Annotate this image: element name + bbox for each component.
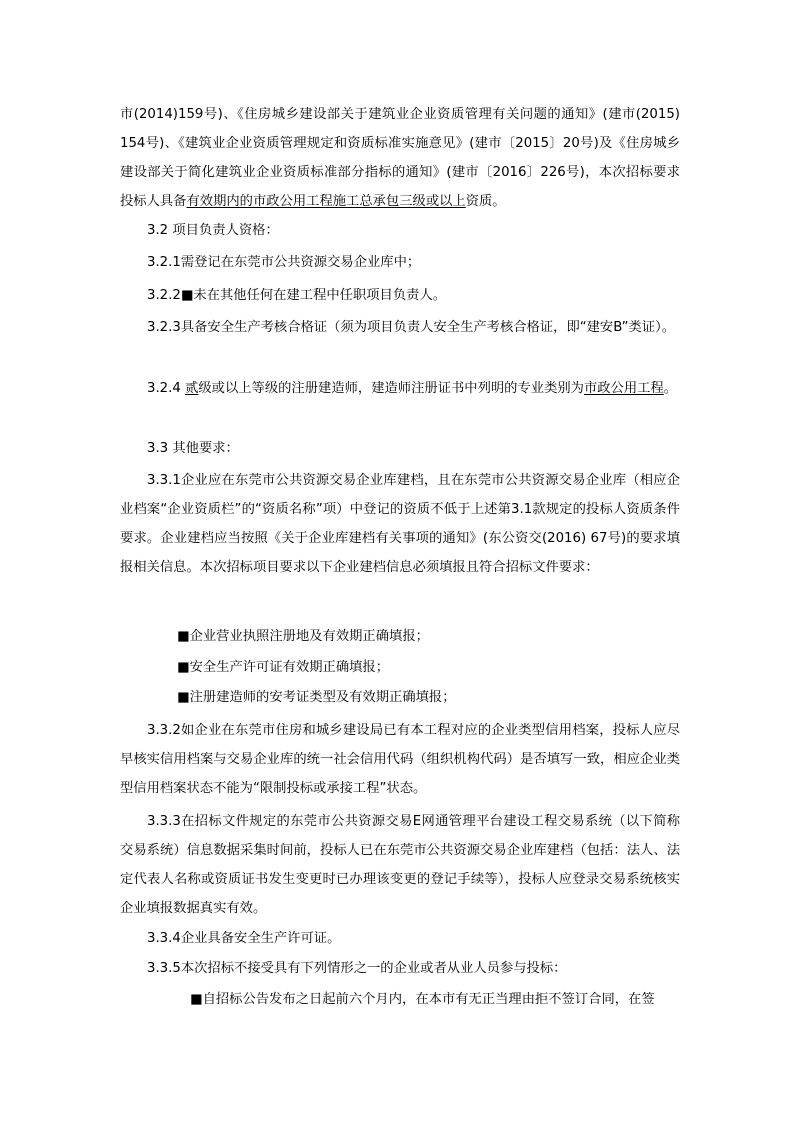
clause-3-3-1: 3.3.1企业应在东莞市公共资源交易企业库建档，且在东莞市公共资源交易企业库（相应企业档案“企业资质栏”的“资质名称”项）中登记的资质不低于上述第3.1款规定的投标人资质条件要求。企业建档应当按照《关于企业库建档有关事项的通知》(东公资交(2016) 67号)的要求填报相关信息。本次招标项目要求以下企业建档信息必须填报且符合招标文件要求： <box>120 473 680 575</box>
clause-3-3-5: 3.3.5本次招标不接受具有下列情形之一的企业或者从业人员参与投标： <box>147 961 567 976</box>
clause-3-3-4: 3.3.4企业具备安全生产许可证。 <box>147 931 341 946</box>
underlined-grade: 贰 <box>185 381 199 396</box>
clause-3-2-3: 3.2.3具备安全生产考核合格证（须为项目负责人安全生产考核合格证，即“建安B”类证）。 <box>147 320 676 335</box>
clause-3-3-3: 3.3.3在招标文件规定的东莞市公共资源交易E网通管理平台建设工程交易系统（以下简称交易系统）信息数据采集时间前，投标人已在东莞市公共资源交易企业库建档（包括：法人、法定代表人名称或资质证书发生变更时已办理该变更的登记手续等），投标人应登录交易系统核实企业填报数据真实有效。 <box>120 814 680 916</box>
clause-text: 级或以上等级的注册建造师，建造师注册证书中列明的专业类别为 <box>198 381 584 396</box>
clause-text: 3.2.4 <box>147 381 186 396</box>
underlined-specialty: 市政公用工程 <box>583 381 664 396</box>
clause-3-2-2: 3.2.2■未在其他任何在建工程中任职项目负责人。 <box>147 288 447 303</box>
paragraph-qualification-requirements <box>120 100 680 216</box>
clause-3-3-2: 3.3.2如企业在东莞市住房和城乡建设局已有本工程对应的企业类型信用档案，投标人应尽早核实信用档案与交易企业库的统一社会信用代码（组织机构代码）是否填写一致，相应企业类型信用档案状态不能为“限制投标或承接工程”状态。 <box>120 723 680 796</box>
bullet-item: ■安全生产许可证有效期正确填报； <box>177 660 390 675</box>
section-heading-3-3: 3.3 其他要求： <box>147 441 239 456</box>
clause-text: 。 <box>663 381 678 396</box>
bullet-item: ■企业营业执照注册地及有效期正确填报； <box>177 629 429 644</box>
clause-3-2-4 <box>120 374 680 403</box>
paragraph-text: 资质。 <box>465 194 506 209</box>
clause-3-2-1: 3.2.1需登记在东莞市公共资源交易企业库中； <box>147 255 421 270</box>
paragraph-text: 市(2014)159号)、《住房城乡建设部关于建筑业企业资质管理有关问题的通知》(建市(2015) 154号)、《建筑业企业资质管理规定和资质标准实施意见》(建市〔2015〕20号)及《住房城乡建设部关于简化建筑业企业资质标准部分指标的通知》(建市〔2016〕226号)，本次招标要求投标人具备 <box>120 107 680 209</box>
bullet-item: ■自招标公告发布之日起前六个月内，在本市有无正当理由拒不签订合同，在签 <box>190 992 655 1007</box>
underlined-qualification: 有效期内的市政公用工程施工总承包三级或以上 <box>186 194 466 209</box>
bullet-item: ■注册建造师的安考证类型及有效期正确填报； <box>177 690 456 705</box>
section-heading-3-2: 3.2 项目负责人资格： <box>147 223 279 238</box>
